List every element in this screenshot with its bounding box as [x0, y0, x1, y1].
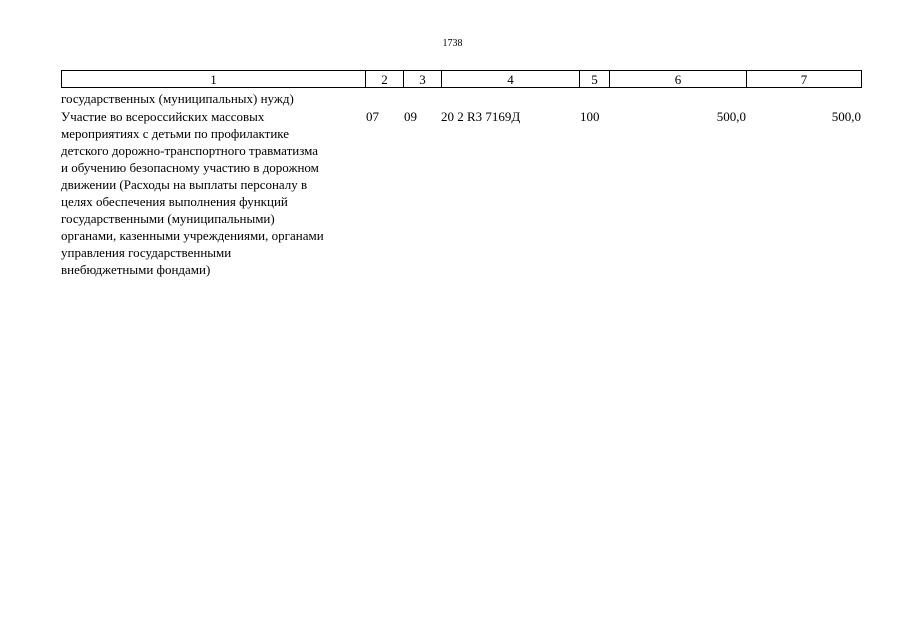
row-col-5-value: 100: [580, 109, 600, 124]
description-line: мероприятиях с детьми по профилактике: [61, 126, 290, 141]
row-col-7-value: 500,0: [831, 109, 861, 124]
row-col-6-value: 500,0: [716, 109, 746, 124]
header-col-3: 3: [404, 71, 442, 88]
description-line: детского дорожно-транспортного травматизма: [61, 143, 319, 158]
continuation-text: государственных (муниципальных) нужд): [61, 91, 294, 106]
description-line: управления государственными: [61, 245, 232, 260]
header-col-1: 1: [62, 71, 366, 88]
header-col-2: 2: [366, 71, 404, 88]
header-col-7: 7: [747, 71, 862, 88]
header-col-6: 6: [610, 71, 747, 88]
description-line: и обучению безопасному участию в дорожном: [61, 160, 319, 175]
row-col-4-value: 20 2 R3 7169Д: [441, 109, 521, 124]
description-line: органами, казенными учреждениями, органами: [61, 228, 324, 243]
description-line: государственными (муниципальными): [61, 211, 275, 226]
header-row: [62, 71, 862, 88]
row-col-3-value: 09: [404, 109, 417, 124]
description-line: внебюджетными фондами): [61, 262, 211, 277]
header-col-5: 5: [580, 71, 610, 88]
description-line: Участие во всероссийских массовых: [61, 109, 265, 124]
row-col-2-value: 07: [366, 109, 379, 124]
description-line: движении (Расходы на выплаты персоналу в: [61, 177, 308, 192]
description-line: целях обеспечения выполнения функций: [61, 194, 288, 209]
row-description: [61, 108, 324, 278]
page-number: 1738: [442, 38, 463, 49]
table-header: [61, 70, 862, 88]
header-col-4: 4: [442, 71, 580, 88]
